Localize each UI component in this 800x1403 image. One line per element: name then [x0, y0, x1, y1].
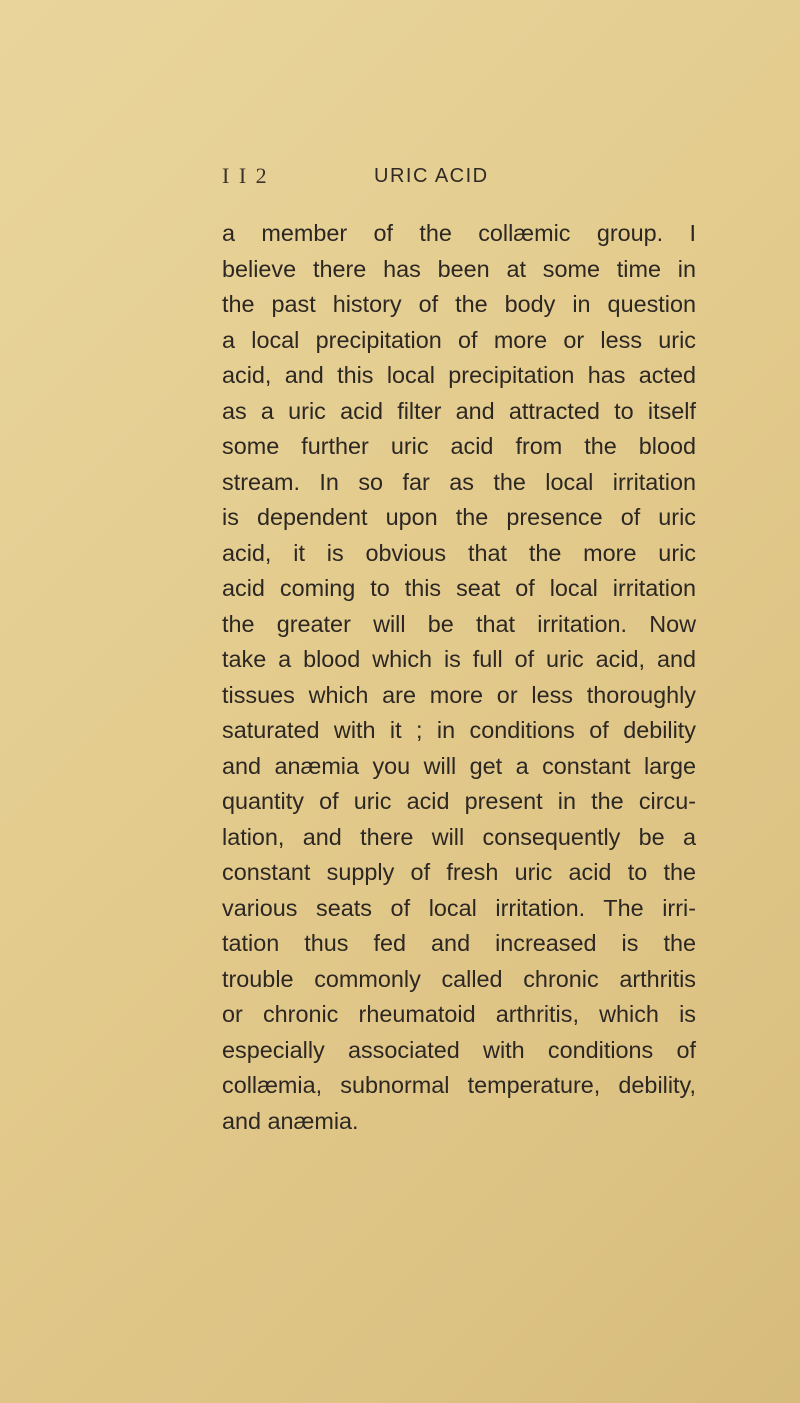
- text-line: and anæmia you will get a constant large: [222, 752, 696, 779]
- text-line: tissues which are more or less thoroughly: [222, 681, 696, 708]
- running-title: URIC ACID: [374, 165, 489, 187]
- text-line: take a blood which is full of uric acid, and: [222, 646, 696, 672]
- text-line: collæmia, subnormal temperature, debility,: [222, 1072, 696, 1098]
- text-line: some further uric acid from the blood: [222, 433, 696, 459]
- text-line: is dependent upon the presence of uric: [222, 504, 696, 530]
- text-line: acid coming to this seat of local irritation: [222, 575, 696, 601]
- text-line: believe there has been at some time in: [222, 255, 696, 282]
- text-line: acid, it is obvious that the more uric: [222, 539, 696, 566]
- text-line: or chronic rheumatoid arthritis, which is: [222, 1001, 696, 1027]
- text-line: a local precipitation of more or less uric: [222, 326, 696, 353]
- text-line: as a uric acid filter and attracted to itself: [222, 397, 696, 424]
- text-line: lation, and there will consequently be a: [222, 823, 696, 850]
- running-head: [222, 163, 692, 197]
- text-line: a member of the collæmic group. I: [222, 220, 696, 246]
- text-line: acid, and this local precipitation has acted: [222, 362, 696, 388]
- page-number: I I 2: [222, 163, 269, 188]
- text-line: various seats of local irritation. The irri-: [222, 894, 696, 921]
- text-line: quantity of uric acid present in the circu-: [222, 788, 696, 814]
- text-line: stream. In so far as the local irritation: [222, 468, 696, 495]
- text-line: especially associated with conditions of: [222, 1036, 696, 1063]
- text-line: trouble commonly called chronic arthritis: [222, 965, 696, 992]
- text-line: the past history of the body in question: [222, 291, 696, 317]
- text-line: constant supply of fresh uric acid to the: [222, 859, 696, 885]
- text-line: the greater will be that irritation. Now: [222, 610, 696, 637]
- body-paragraph: [222, 216, 696, 1139]
- text-line: tation thus fed and increased is the: [222, 930, 696, 956]
- text-line: saturated with it ; in conditions of debility: [222, 717, 696, 743]
- text-line: and anæmia.: [222, 1107, 359, 1134]
